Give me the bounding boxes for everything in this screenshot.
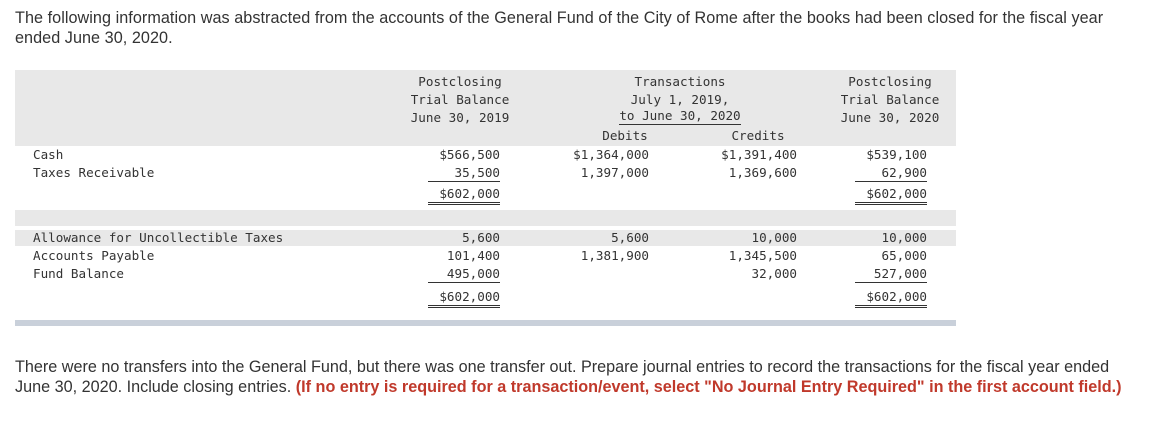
- fund-balance-pre: 495,000: [428, 266, 500, 283]
- trans-header-line-2: July 1, 2019,: [630, 92, 730, 107]
- cash-debit: $1,364,000: [573, 147, 649, 162]
- trans-header-line-1: Transactions: [634, 74, 726, 89]
- instructions-paragraph: [15, 357, 1145, 397]
- row-label-taxes-receivable: Taxes Receivable: [33, 165, 155, 180]
- taxes-receivable-debit: 1,397,000: [580, 165, 649, 180]
- debits-header: Debits: [602, 128, 648, 143]
- pre-header-line-2: Trial Balance: [410, 92, 510, 107]
- row-label-fund-balance: Fund Balance: [33, 266, 124, 281]
- pre-header-line-3: June 30, 2019: [410, 110, 510, 125]
- row-label-allowance: Allowance for Uncollectible Taxes: [33, 230, 284, 245]
- table-footer-band: [15, 320, 956, 326]
- cash-pre: $566,500: [439, 147, 500, 162]
- fund-balance-post: 527,000: [855, 266, 927, 283]
- debit-total-pre: $602,000: [428, 186, 500, 205]
- accounts-payable-credit: 1,345,500: [728, 248, 797, 263]
- row-label-cash: Cash: [33, 147, 64, 162]
- row-label-accounts-payable: Accounts Payable: [33, 248, 155, 263]
- trial-balance-table: [15, 70, 956, 326]
- credits-header: Credits: [731, 128, 785, 143]
- pre-header-line-1: Postclosing: [418, 74, 502, 89]
- accounts-payable-debit: 1,381,900: [580, 248, 649, 263]
- fund-balance-credit: 32,000: [751, 266, 797, 281]
- allowance-post: 10,000: [881, 230, 927, 245]
- taxes-receivable-post: 62,900: [855, 165, 927, 182]
- trans-header-line-3: to June 30, 2020: [619, 108, 741, 123]
- accounts-payable-pre: 101,400: [446, 248, 500, 263]
- allowance-debit: 5,600: [611, 230, 649, 245]
- instructions-text: There were no transfers into the General Fund, but there was one transfer out. Prepare journal entries to record the transactions for the fiscal year ended June 30, 2020. Include closing entries.: [15, 358, 1110, 396]
- intro-paragraph: The following information was abstracted from the accounts of the General Fund of the City of Rome after the books had been closed for the fiscal year ended June 30, 2020.: [15, 9, 1104, 47]
- allowance-pre: 5,600: [462, 230, 500, 245]
- taxes-receivable-pre: 35,500: [428, 165, 500, 182]
- post-header-line-2: Trial Balance: [840, 92, 940, 107]
- cash-credit: $1,391,400: [721, 147, 797, 162]
- post-header-line-1: Postclosing: [848, 74, 932, 89]
- cash-post: $539,100: [866, 147, 927, 162]
- credit-total-post: $602,000: [855, 289, 927, 308]
- instructions-note: (If no entry is required for a transaction/event, select "No Journal Entry Required" in the first account field.): [295, 378, 1122, 396]
- credit-total-pre: $602,000: [428, 289, 500, 308]
- accounts-payable-post: 65,000: [881, 248, 927, 263]
- allowance-credit: 10,000: [751, 230, 797, 245]
- debit-total-post: $602,000: [855, 186, 927, 205]
- post-header-line-3: June 30, 2020: [840, 110, 940, 125]
- separator-band: [15, 210, 956, 226]
- taxes-receivable-credit: 1,369,600: [728, 165, 797, 180]
